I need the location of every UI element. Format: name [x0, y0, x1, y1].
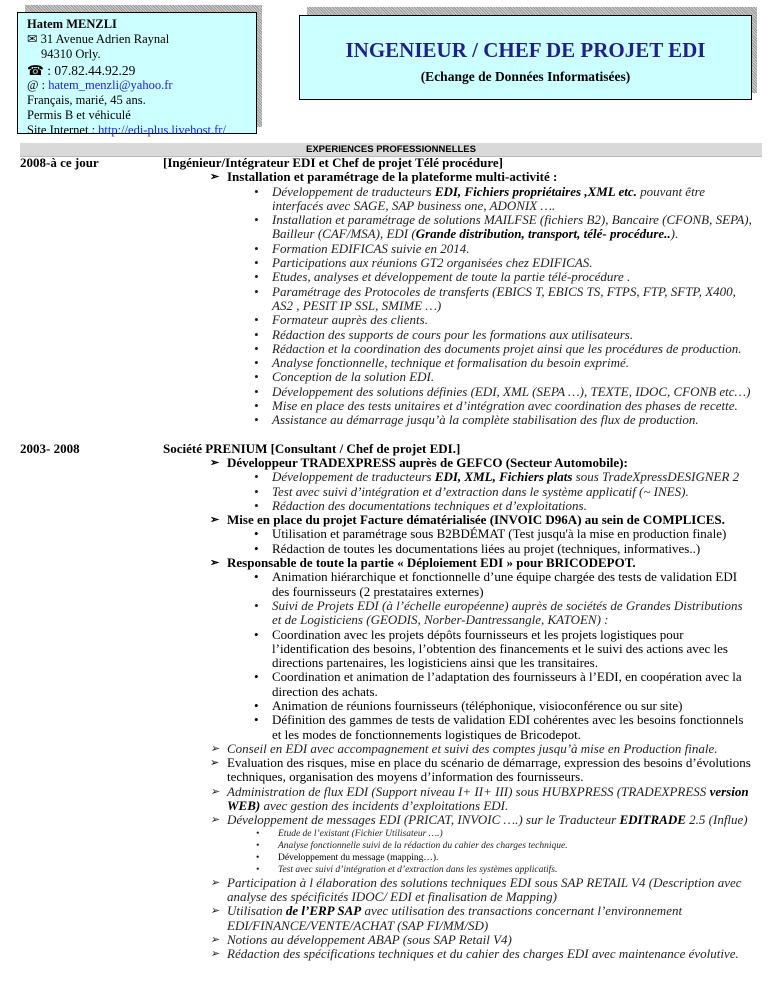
experience-period: 2003- 2008: [20, 440, 80, 456]
bullet-icon: •: [254, 383, 259, 399]
arrow-bullet-icon: ➢: [210, 814, 220, 827]
address-line1: 31 Avenue Adrien Raynal: [40, 32, 170, 47]
arrow-bullet-icon: ➢: [210, 557, 220, 570]
item-text: Etude de l’existant (Fichier Utilisateur ….): [278, 828, 443, 839]
experience-heading: [Ingénieur/Intégrateur EDI et Chef de projet Télé procédure]: [163, 155, 503, 170]
item-text: Participations aux réunions GT2 organisées chez EDIFICAS.: [272, 255, 593, 271]
experience-block: [0, 442, 768, 962]
bullet-icon: •: [254, 540, 259, 556]
bullet-icon: •: [254, 469, 259, 485]
list-item: [254, 569, 754, 599]
list-item: [256, 828, 748, 840]
item-text: Utilisation et paramétrage sous B2BDÉMAT (Test jusqu'à la mise en production finale): [272, 526, 727, 542]
item-text: sous TradeXpressDESIGNER 2: [572, 469, 740, 485]
list-item: [254, 383, 754, 399]
bullet-icon: •: [256, 852, 260, 863]
item-text: Installation et paramétrage de la plateforme multi-activité :: [227, 169, 558, 185]
bullet-icon: •: [254, 269, 259, 285]
address-line: [27, 32, 256, 47]
bullet-icon: •: [256, 840, 260, 851]
bullet-icon: •: [254, 369, 259, 385]
item-text: Test avec suivi d’intégration et d’extraction dans les systèmes applicatifs.: [278, 864, 558, 875]
experience-block: [0, 156, 768, 428]
list-item: [254, 483, 754, 499]
list-item: [254, 340, 754, 356]
list-item: [254, 597, 754, 628]
arrow-bullet-icon: ➢: [210, 757, 220, 770]
list-item: [210, 783, 754, 814]
item-text: Analyse fonctionnelle, technique et formalisation du besoin exprimé.: [272, 355, 630, 371]
item-text: Grande distribution, transport, télé- procédure..: [415, 226, 671, 242]
item-text: Analyse fonctionnelle suivi de la rédaction du cahier des charges technique.: [278, 840, 568, 851]
arrow-bullet-icon: ➢: [210, 785, 220, 798]
license-info: Permis B et véhiculé: [27, 108, 131, 123]
item-text: Participation à l élaboration des solutions techniques EDI sous SAP RETAIL V4 (Description avec analyse des spécificités IDOC/ EDI et finalisation de Mapping): [227, 874, 742, 904]
item-text: Installation et paramétrage de solutions MAILFSE (fichiers B2), Bancaire (CFONB, SEPA), Bailleur (CAF/MSA), EDI (: [272, 212, 752, 242]
bullet-icon: •: [254, 283, 259, 299]
bullet-icon: •: [254, 526, 259, 542]
list-item: [254, 355, 754, 371]
list-item: [254, 469, 754, 485]
phone-icon: ☎: [27, 62, 44, 78]
list-item: [254, 697, 754, 713]
list-item: [254, 398, 754, 414]
item-text: Assistance au démarrage jusqu’à la complète stabilisation des flux de production.: [272, 412, 699, 428]
bullet-icon: •: [254, 340, 259, 356]
item-text: Rédaction et la coordination des documents projet ainsi que les procédures de production.: [272, 340, 742, 356]
email-line: [27, 78, 256, 93]
bullet-icon: •: [254, 483, 259, 499]
title-box: [299, 15, 752, 100]
item-text: Coordination avec les projets dépôts fournisseurs et les projets logistiques pour l’identification des besoins, l’obtention des financements et le suivi des actions avec les directions partenaires, les logisticiens ainsi que les transitaires.: [272, 626, 728, 671]
item-text: Formation EDIFICAS suivie en 2014.: [272, 240, 470, 256]
bullet-icon: •: [256, 828, 260, 839]
item-text: Animation de réunions fournisseurs (téléphonique, visioconférence ou sur site): [272, 697, 683, 713]
bullet-icon: •: [254, 712, 259, 728]
arrow-bullet-icon: ➢: [210, 171, 220, 184]
list-item: [254, 540, 754, 556]
list-item: [254, 212, 754, 242]
list-item: [256, 840, 748, 852]
list-item: [210, 555, 754, 571]
bullet-icon: •: [254, 669, 259, 685]
item-text: Développeur TRADEXPRESS auprès de GEFCO (Secteur Automobile):: [227, 454, 628, 470]
item-text: Animation hiérarchique et fonctionnelle d’une équipe chargée des tests de validation EDI des fournisseurs (2 prestataires externes): [272, 569, 738, 599]
item-text: Développement de traducteurs: [272, 183, 435, 199]
experience-period: 2008-à ce jour: [20, 155, 99, 170]
item-text: Notions au développement ABAP (sous SAP Retail V4): [227, 931, 512, 947]
bullet-icon: •: [254, 355, 259, 371]
item-text: Etudes, analyses et développement de toute la partie télé-procédure .: [272, 269, 631, 285]
arrow-bullet-icon: ➢: [210, 933, 220, 946]
list-item: [210, 903, 754, 933]
bullet-icon: •: [254, 398, 259, 414]
website-line: [27, 123, 256, 138]
item-text: EDI, XML, Fichiers plats: [434, 469, 573, 485]
page-title: INGENIEUR / CHEF DE PROJET EDI: [345, 38, 706, 62]
bullet-icon: •: [254, 697, 259, 713]
item-text: de l’ERP SAP: [285, 903, 362, 919]
item-text: Mise en place des tests unitaires et d’intégration avec coordination des phases de recette.: [272, 398, 738, 414]
list-item: [254, 669, 754, 699]
bullet-icon: •: [254, 597, 259, 613]
item-text: avec utilisation des transactions concernant l’environnement EDI/FINANCE/VENTE/ACHAT (SAP FI/MM/SD): [227, 903, 683, 933]
website-link[interactable]: http://edi-plus.livehost.fr/: [98, 123, 226, 138]
section-header: EXPERIENCES PROFESSIONNELLES: [20, 143, 762, 157]
list-item: [254, 183, 754, 214]
arrow-bullet-icon: ➢: [210, 742, 220, 755]
list-item: [210, 454, 754, 470]
item-text: 2.5 (Influe): [685, 812, 748, 828]
list-item: [254, 712, 754, 742]
arrow-bullet-icon: ➢: [210, 456, 220, 469]
list-item: [254, 497, 754, 513]
item-text: avec gestion des incidents d’exploitations EDI.: [260, 798, 509, 814]
page-subtitle: (Echange de Données Informatisées): [420, 69, 631, 84]
item-text: Rédaction de toutes les documentations liées au projet (techniques, informatives..): [272, 540, 701, 556]
item-text: Développement de messages EDI (PRICAT, INVOIC ….) sur le Traducteur: [227, 812, 620, 828]
list-item: [254, 312, 754, 328]
list-item: [210, 946, 754, 962]
item-text: Utilisation: [227, 903, 286, 919]
arrow-bullet-icon: ➢: [210, 514, 220, 527]
arrow-bullet-icon: ➢: [210, 876, 220, 889]
item-text: Définition des gammes de tests de validation EDI cohérentes avec les besoins fonctionnels et les modes de fonctionnements logistiques de Bricodepot.: [272, 712, 744, 742]
item-text: Evaluation des risques, mise en place du scénario de démarrage, expression des besoins d’évolutions techniques, organisation des moyens d’information des fournisseurs.: [227, 755, 751, 785]
list-item: [254, 326, 754, 342]
item-text: version WEB): [227, 783, 749, 814]
bullet-icon: •: [256, 864, 260, 875]
list-item: [254, 412, 754, 428]
list-item: [254, 269, 754, 285]
item-text: Rédaction des spécifications techniques et du cahier des charges EDI avec maintenance évolutive.: [227, 946, 739, 962]
arrow-bullet-icon: ➢: [210, 948, 220, 961]
experience-list: [0, 156, 768, 975]
bullet-icon: •: [254, 569, 259, 585]
list-item: [210, 812, 754, 828]
list-item: [254, 626, 754, 671]
item-text: Paramétrage des Protocoles de transferts (EBICS T, EBICS TS, FTPS, FTP, SFTP, X400, AS2 , PESIT IP SSL, SMIME …): [272, 283, 736, 313]
item-text: Formateur auprès des clients.: [272, 312, 428, 328]
list-item: [210, 931, 754, 947]
list-item: [210, 755, 754, 785]
personal-info: Français, marié, 45 ans.: [27, 93, 146, 108]
bullet-icon: •: [254, 326, 259, 342]
bullet-icon: •: [254, 255, 259, 271]
list-item: [254, 283, 754, 314]
phone-number: : 07.82.44.92.29: [47, 62, 136, 78]
item-text: Suivi de Projets EDI (à l’échelle européenne) auprès de sociétés de Grandes Distributions et de Logisticiens (GEODIS, Norber-Dantressangle, KATOEN) :: [272, 597, 743, 628]
item-text: Coordination et animation de l’adaptation des fournisseurs à l’EDI, en coopération avec la direction des achats.: [272, 669, 742, 699]
phone-line: [27, 63, 256, 78]
list-item: [254, 255, 754, 271]
item-text: Rédaction des documentations techniques et d’exploitations.: [272, 497, 587, 513]
address-line2: 94310 Orly.: [41, 47, 101, 62]
item-text: Développement des solutions définies (EDI, XML (SEPA …), TEXTE, IDOC, CFONB etc…): [272, 383, 751, 399]
bullet-icon: •: [254, 412, 259, 428]
item-text: Test avec suivi d’intégration et d’extraction dans le système applicatif (~ INES).: [272, 483, 689, 499]
item-text: Responsable de toute la partie « Déploiement EDI » pour BRICODEPOT.: [227, 555, 636, 571]
list-item: [210, 169, 754, 185]
list-item: [210, 874, 754, 905]
item-text: Administration de flux EDI (Support niveau I+ II+ III) sous HUBXPRESS (TRADEXPRESS: [227, 783, 710, 799]
bullet-icon: •: [254, 183, 259, 199]
item-text: Conception de la solution EDI.: [272, 369, 435, 385]
list-item: [254, 369, 754, 385]
bullet-icon: •: [254, 312, 259, 328]
experience-heading: Société PRENIUM [Consultant / Chef de projet EDI.]: [163, 440, 461, 456]
contact-box: [17, 12, 257, 138]
item-text: EDI, Fichiers propriétaires ,XML etc.: [434, 183, 637, 199]
bullet-icon: •: [254, 240, 259, 256]
item-text: EDITRADE: [619, 812, 686, 828]
envelope-icon: ✉: [27, 32, 38, 47]
list-item: [254, 526, 754, 542]
list-item: [210, 740, 754, 756]
bullet-icon: •: [254, 626, 259, 642]
contact-name: Hatem MENZLI: [27, 17, 117, 31]
arrow-bullet-icon: ➢: [210, 905, 220, 918]
bullet-icon: •: [254, 497, 259, 513]
list-item: [256, 852, 748, 864]
item-text: ).: [670, 226, 679, 242]
bullet-icon: •: [254, 212, 259, 228]
list-item: [254, 240, 754, 256]
list-item: [210, 512, 754, 528]
email-label: @ :: [27, 77, 46, 92]
item-text: Développement de traducteurs: [272, 469, 435, 485]
item-text: Mise en place du projet Facture dématérialisée (INVOIC D96A) au sein de COMPLICES.: [227, 512, 725, 528]
item-text: Rédaction des supports de cours pour les formations aux utilisateurs.: [272, 326, 634, 342]
email-link[interactable]: hatem_menzli@yahoo.fr: [48, 77, 173, 92]
item-text: Conseil en EDI avec accompagnement et suivi des comptes jusqu’à mise en Production finale.: [227, 740, 718, 756]
website-label: Site Internet :: [27, 123, 96, 138]
item-text: Développement du message (mapping…).: [278, 852, 439, 863]
item-text: pouvant être interfacés avec SAGE, SAP business one, ADONIX ….: [272, 183, 706, 213]
